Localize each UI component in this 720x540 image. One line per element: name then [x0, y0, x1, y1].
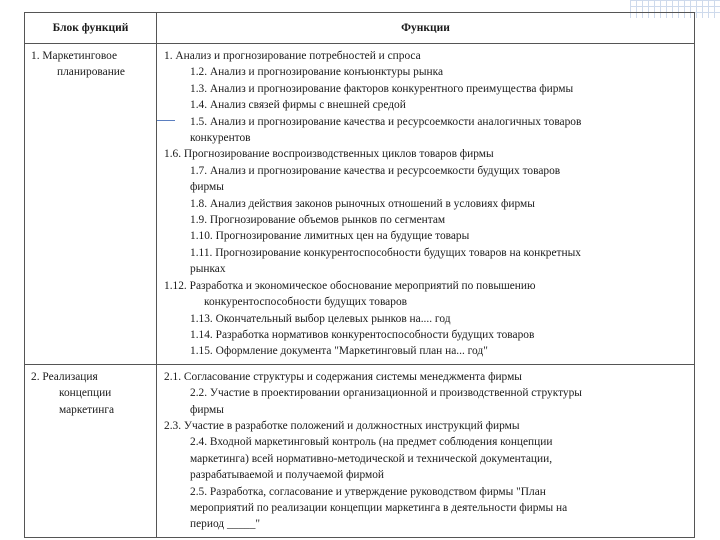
blue-dash-mark	[157, 120, 175, 121]
function-item-continuation: фирмы	[190, 181, 224, 194]
function-block-cell	[25, 44, 157, 365]
block-name-line: концепции	[59, 387, 112, 400]
functions-list-cell	[157, 364, 695, 537]
function-item-continuation: конкурентоспособности будущих товаров	[204, 296, 408, 309]
functions-list-cell	[157, 44, 695, 365]
block-name-line: 1. Маркетинговое	[31, 50, 118, 62]
function-item: 1.8. Анализ действия законов рыночных отношений в условиях фирмы	[190, 197, 535, 210]
function-item: 1.12. Разработка и экономическое обоснование мероприятий по повышению	[164, 279, 536, 292]
function-item-continuation: фирмы	[190, 403, 224, 416]
function-item-continuation: разрабатываемой и получаемой фирмой	[190, 469, 385, 482]
block-name-line: 2. Реализация	[31, 370, 98, 383]
function-block-cell	[25, 364, 157, 537]
header-block-column: Блок функций	[25, 13, 157, 44]
function-item: 1.2. Анализ и прогнозирование конъюнктуры рынка	[190, 66, 444, 79]
function-item: 1.7. Анализ и прогнозирование качества и ресурсоемкости будущих товаров	[190, 164, 561, 177]
table-row	[25, 364, 695, 537]
function-item: 1.14. Разработка нормативов конкурентоспособности будущих товаров	[190, 328, 535, 341]
function-item: 1.5. Анализ и прогнозирование качества и ресурсоемкости аналогичных товаров	[190, 115, 582, 128]
function-item: 2.1. Согласование структуры и содержания системы менеджмента фирмы	[164, 370, 522, 383]
function-item: 1.6. Прогнозирование воспроизводственных циклов товаров фирмы	[164, 148, 494, 161]
header-functions-column: Функции	[157, 13, 695, 44]
functions-table	[24, 12, 695, 538]
function-item-continuation: период _____"	[190, 518, 261, 531]
table-row	[25, 44, 695, 365]
function-item: 1.13. Окончательный выбор целевых рынков на.... год	[190, 312, 451, 325]
function-item: 2.3. Участие в разработке положений и должностных инструкций фирмы	[164, 419, 520, 432]
function-item: 1.4. Анализ связей фирмы с внешней средой	[190, 99, 406, 112]
function-item: 1.15. Оформление документа "Маркетинговый план на... год"	[190, 345, 488, 358]
table-header-row	[25, 13, 695, 44]
function-item: 1.3. Анализ и прогнозирование факторов конкурентного преимущества фирмы	[190, 82, 574, 95]
function-item: 2.5. Разработка, согласование и утверждение руководством фирмы "План	[190, 485, 546, 498]
function-item-continuation: маркетинга) всей нормативно-методической и технической документации,	[190, 452, 553, 465]
function-item-continuation: конкурентов	[190, 132, 251, 145]
function-item: 1. Анализ и прогнозирование потребностей и спроса	[164, 50, 421, 62]
function-item: 1.10. Прогнозирование лимитных цен на будущие товары	[190, 230, 470, 243]
function-item-continuation: рынках	[190, 263, 226, 276]
function-item: 1.11. Прогнозирование конкурентоспособности будущих товаров на конкретных	[190, 246, 581, 259]
function-item: 1.9. Прогнозирование объемов рынков по сегментам	[190, 214, 446, 227]
block-name-line: маркетинга	[59, 403, 115, 416]
function-item-continuation: мероприятий по реализации концепции маркетинга в деятельности фирмы на	[190, 501, 568, 514]
function-item: 2.2. Участие в проектировании организационной и производственной структуры	[190, 387, 582, 400]
function-item: 2.4. Входной маркетинговый контроль (на предмет соблюдения концепции	[190, 436, 553, 449]
block-name-line: планирование	[57, 66, 125, 79]
